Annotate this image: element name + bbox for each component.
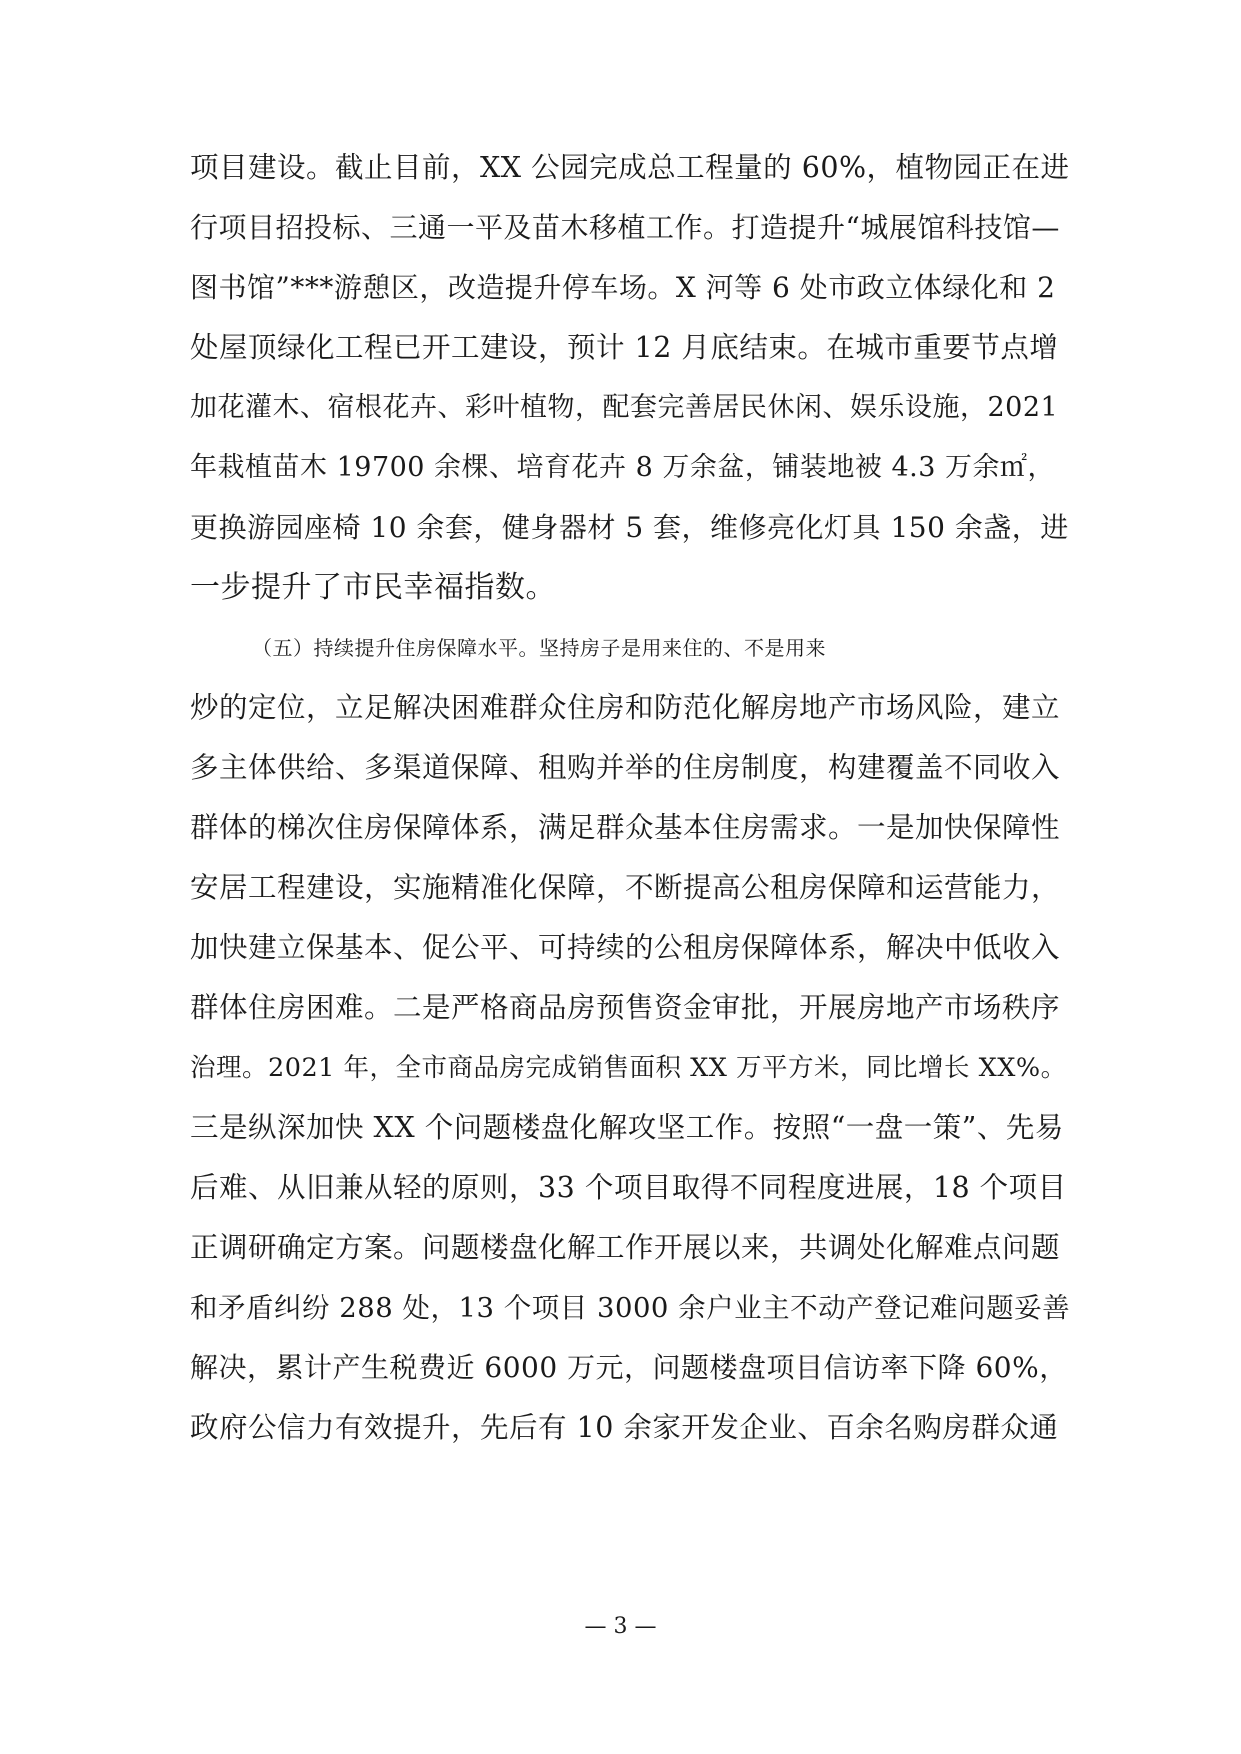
text-line-3: 图书馆”***游憩区，改造提升停车场。X 河等 6 处市政立体绿化和 2 (190, 271, 1056, 304)
text-line-15: 群体住房困难。二是严格商品房预售资金审批，开展房地产市场秩序 (190, 991, 1061, 1024)
text-line-17: 三是纵深加快 XX 个问题楼盘化解攻坚工作。按照“一盘一策”、先易 (190, 1111, 1064, 1144)
text-line-8: 一步提升了市民幸福指数。 (190, 570, 556, 605)
text-line-2: 行项目招投标、三通一平及苗木移植工作。打造提升“城展馆科技馆— (190, 211, 1060, 244)
text-line-14: 加快建立保基本、促公平、可持续的公租房保障体系，解决中低收入 (190, 931, 1061, 964)
text-line-7: 更换游园座椅 10 余套，健身器材 5 套，维修亮化灯具 150 余盏，进 (190, 511, 1069, 544)
text-line-6: 年栽植苗木 19700 余棵、培育花卉 8 万余盆，铺装地被 4.3 万余㎡， (190, 452, 1056, 483)
text-line-21: 解决，累计产生税费近 6000 万元，问题楼盘项目信访率下降 60%， (190, 1351, 1068, 1384)
text-line-9: （五）持续提升住房保障水平。坚持房子是用来住的、不是用来 (252, 636, 826, 660)
text-line-13: 安居工程建设，实施精准化保障，不断提高公租房保障和运营能力， (190, 871, 1061, 904)
text-line-11: 多主体供给、多渠道保障、租购并举的住房制度，构建覆盖不同收入 (190, 751, 1061, 784)
page-number: — 3 — (584, 1614, 657, 1639)
text-line-1: 项目建设。截止目前，XX 公园完成总工程量的 60%，植物园正在进 (190, 151, 1070, 184)
text-line-16: 治理。2021 年，全市商品房完成销售面积 XX 万平方米，同比增长 XX%。 (190, 1053, 1067, 1083)
text-line-19: 正调研确定方案。问题楼盘化解工作开展以来，共调处化解难点问题 (190, 1231, 1061, 1264)
text-line-10: 炒的定位，立足解决困难群众住房和防范化解房地产市场风险，建立 (190, 691, 1061, 724)
text-line-5: 加花灌木、宿根花卉、彩叶植物，配套完善居民休闲、娱乐设施，2021 (190, 392, 1059, 423)
text-line-18: 后难、从旧兼从轻的原则，33 个项目取得不同程度进展，18 个项目 (190, 1171, 1067, 1204)
text-line-22: 政府公信力有效提升，先后有 10 余家开发企业、百余名购房群众通 (190, 1411, 1059, 1444)
text-line-4: 处屋顶绿化工程已开工建设，预计 12 月底结束。在城市重要节点增 (190, 331, 1059, 364)
text-line-20: 和矛盾纠纷 288 处，13 个项目 3000 余户业主不动产登记难问题妥善 (190, 1292, 1071, 1324)
text-line-12: 群体的梯次住房保障体系，满足群众基本住房需求。一是加快保障性 (190, 811, 1061, 844)
